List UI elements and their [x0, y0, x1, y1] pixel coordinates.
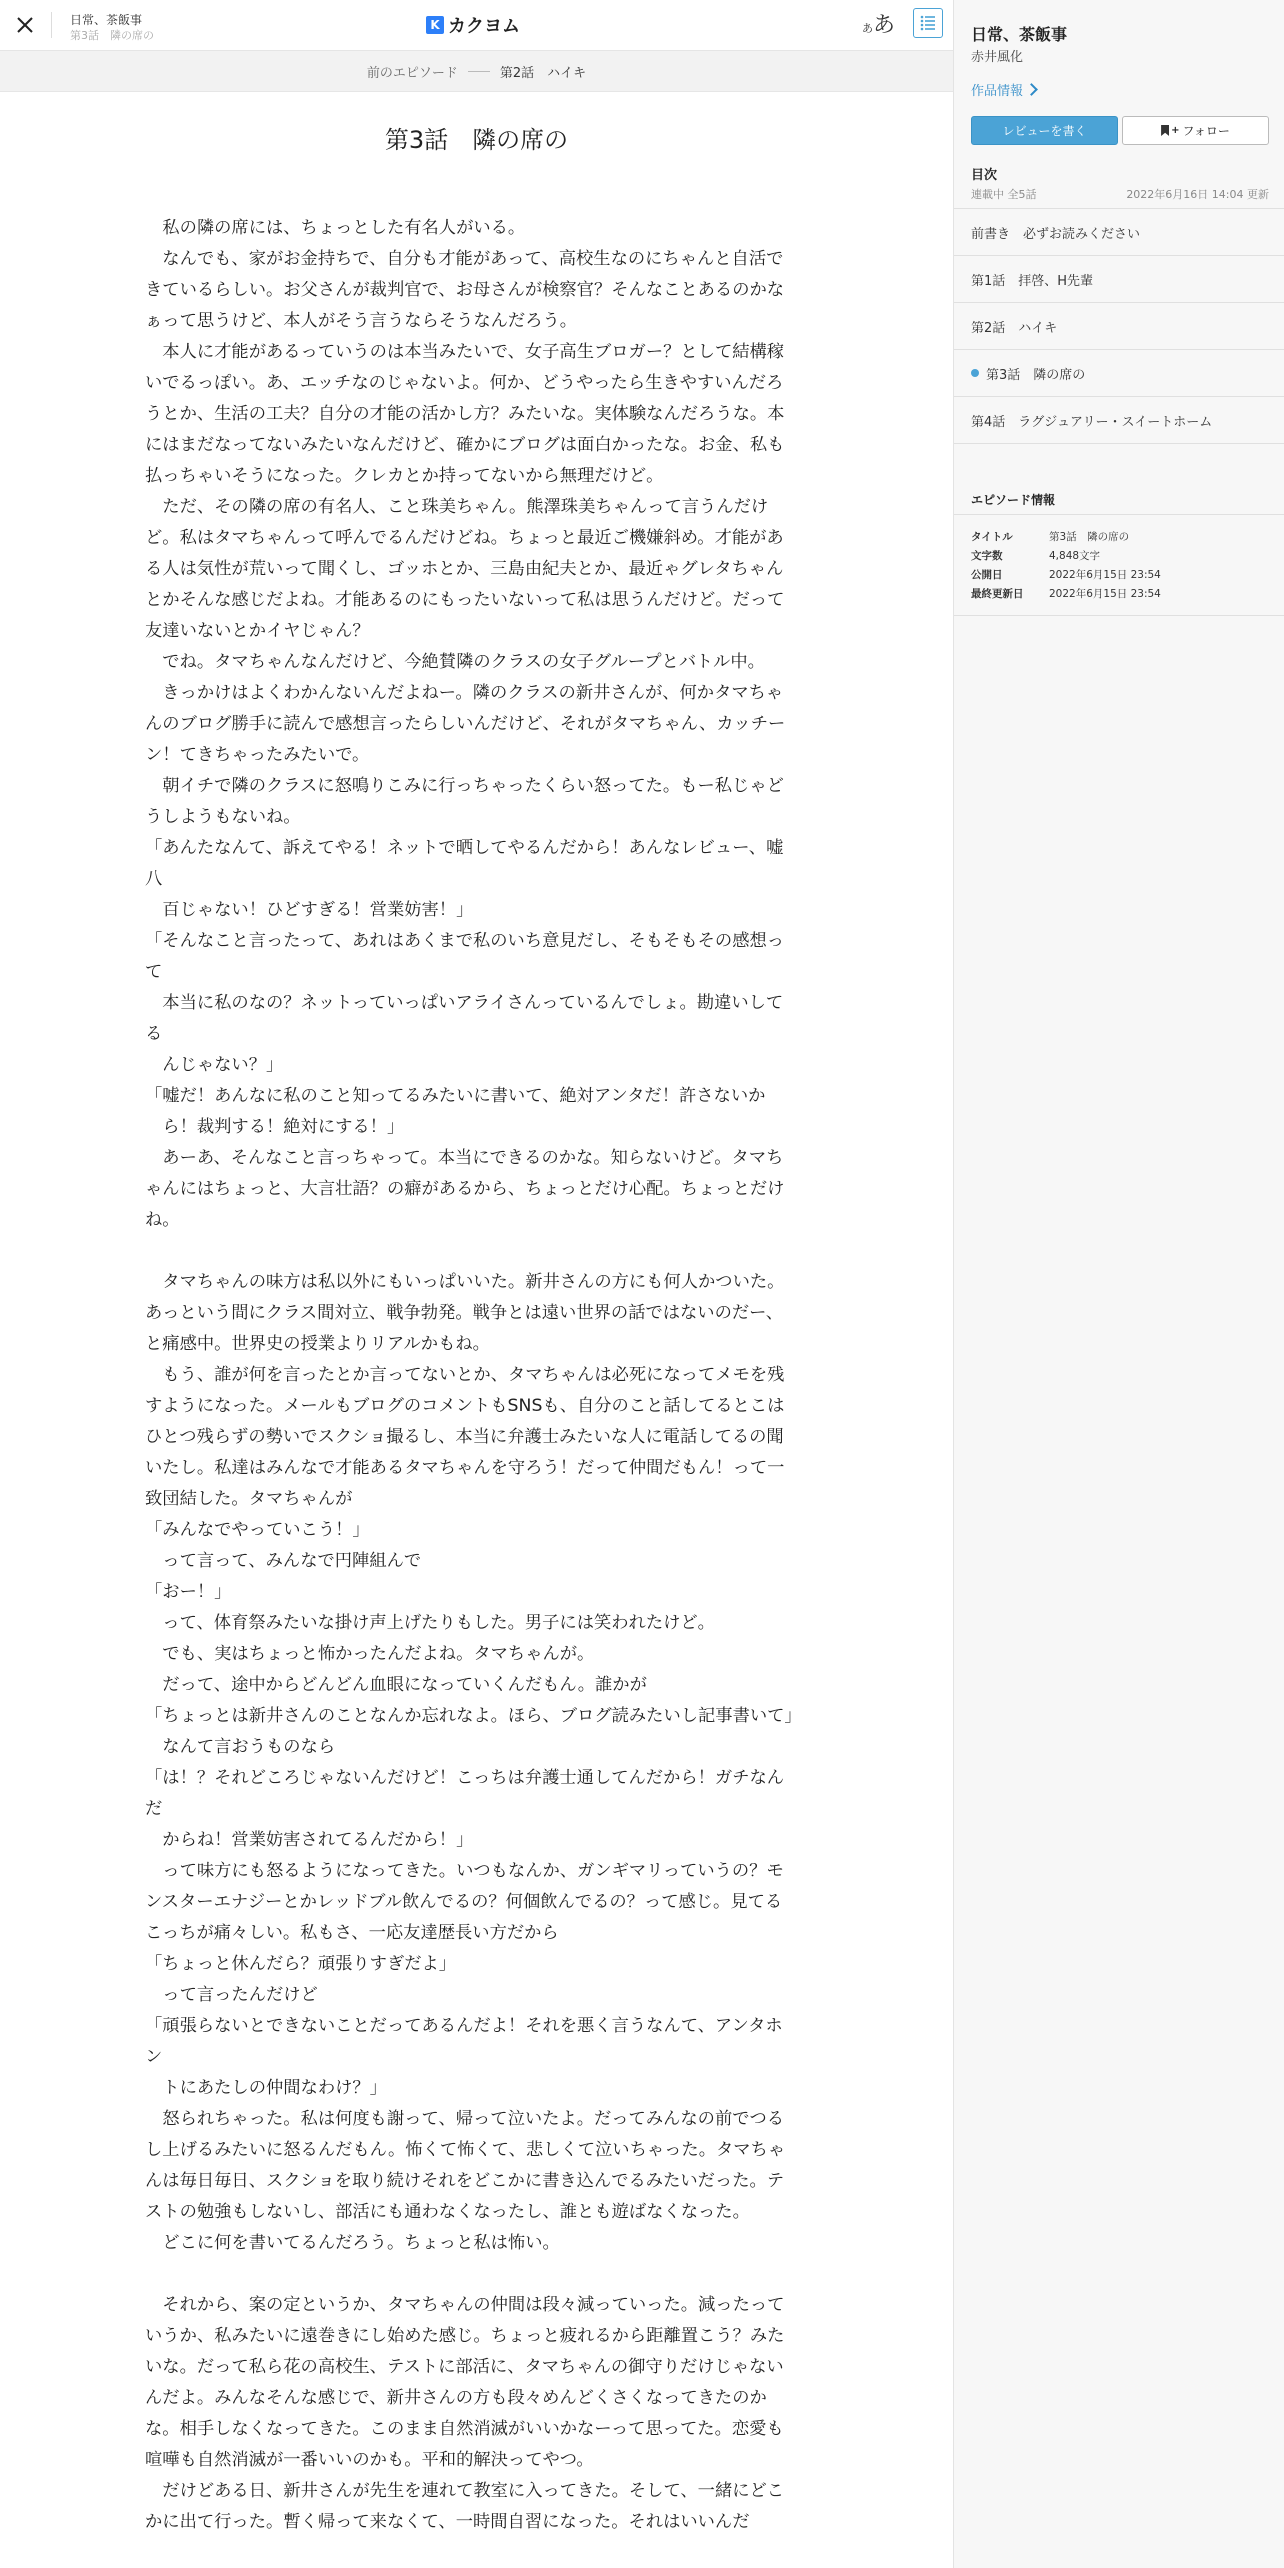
toc-item-label: 第3話 隣の席の [986, 367, 1086, 383]
toc-updated: 2022年6月16日 14:04 更新 [1126, 188, 1269, 201]
body-paragraph: トにあたしの仲間なわけ？」 [162, 2078, 387, 2098]
work-info-link[interactable] [971, 80, 1036, 99]
body-paragraph: 「ちょっと休んだら？頑張りすぎだよ」 [145, 1954, 457, 1974]
body-paragraph: って言ったんだけど [162, 1985, 318, 2005]
body-paragraph: 「ちょっとは新井さんのことなんか忘れなよ。ほら、ブログ読みたいし記事書いて」 [145, 1706, 802, 1726]
toc-item-label: 前書き 必ずお読みください [971, 226, 1141, 242]
toc-item-label: 第1話 拝啓、H先輩 [971, 273, 1094, 289]
episode-info-row [971, 529, 1161, 548]
body-paragraph: 怒られちゃった。私は何度も謝って、帰って泣いたよ。だってみんなの前でつるし上げるみたいに怒るんだもん。怖くて怖くて、悲しくて泣いちゃった。タマちゃんは毎日毎日、スクショを取り続けそれをどこかに書き込んでるみたいだった。テストの勉強もしないし、部活にも通わなくなったし、誰とも遊ばなくなった。 [145, 2109, 786, 2222]
body-paragraph: でね。タマちゃんなんだけど、今絶賛隣のクラスの女子グループとバトル中。 [162, 652, 765, 672]
body-paragraph: 本当に私のなの？ネットっていっぱいアライさんっているんでしょ。勘違いしてる [145, 993, 784, 1044]
body-paragraph: 本人に才能があるっていうのは本当みたいで、女子高生ブロガー？として結構稼いでるっぽい。あ、エッチなのじゃないよ。何か、どうやったら生きやすいんだろうとか、生活の工夫？自分の才能の活かし方？みたいな。実体験なんだろうな。本にはまだなってないみたいなんだけど、確かにブログは面白かったな。お金、私も払っちゃいそうになった。クレカとか持ってないから無理だけど。 [145, 342, 785, 486]
body-paragraph: 百じゃない！ひどすぎる！営業妨害！」 [162, 900, 474, 920]
episode-nav-separator [468, 71, 490, 72]
toc-item[interactable] [954, 256, 1284, 303]
header-divider [51, 12, 52, 38]
body-paragraph: タマちゃんの味方は私以外にもいっぱいいた。新井さんの方にも何人かついた。あっという間にクラス間対立、戦争勃発。戦争とは遠い世界の話ではないのだー、と痛感中。世界史の授業よりリアルかもね。 [145, 1272, 785, 1354]
panel-work-title[interactable]: 日常、茶飯事 [971, 25, 1068, 44]
episode-info-row [971, 548, 1161, 567]
episode-nav [0, 51, 953, 92]
episode-subtitle: 第3話 隣の席の [70, 29, 154, 42]
body-paragraph: だけどある日、新井さんが先生を連れて教室に入ってきた。そして、一緒にどこかに出て行った。暫く帰って来なくて、一時間自習になった。それはいいんだ [145, 2481, 785, 2532]
toc-item-current[interactable] [954, 350, 1284, 397]
bookmark-plus-icon [1161, 125, 1169, 136]
paragraph-gap [145, 1236, 795, 1267]
episode-info-value: 第3話 隣の席の [1049, 531, 1130, 543]
logo-text: カクヨム [448, 16, 520, 37]
chevron-right-icon [1025, 83, 1038, 96]
paragraph-gap [145, 2259, 795, 2290]
prev-episode-link[interactable]: 前のエピソード [366, 65, 458, 81]
episode-info-heading: エピソード情報 [971, 493, 1056, 507]
prev-episode-title[interactable]: 第2話 ハイキ [499, 65, 587, 81]
body-paragraph: からね！営業妨害されてるんだから！」 [162, 1830, 474, 1850]
toc-status: 連載中 全5話 [971, 188, 1037, 201]
body-paragraph: 「頑張らないとできないことだってあるんだよ！それを悪く言うなんて、アンタホン [145, 2016, 783, 2067]
episode-info-value: 2022年6月15日 23:54 [1049, 588, 1161, 600]
body-paragraph: 私の隣の席には、ちょっとした有名人がいる。 [162, 218, 526, 238]
work-title[interactable]: 日常、茶飯事 [70, 13, 143, 27]
current-episode-dot-icon [971, 369, 979, 377]
toc-toggle-button[interactable] [913, 8, 943, 38]
close-icon [10, 10, 40, 40]
body-paragraph: もう、誰が何を言ったとか言ってないとか、タマちゃんは必死になってメモを残すようになった。メールもブログのコメントもSNSも、自分のこと話してるとこはひとつ残らずの勢いでスクショ撮るし、本当に弁護士みたいな人に電話してるの聞いたし。私達はみんなで才能あるタマちゃんを守ろう！だって仲間だもん！って一致団結した。タマちゃんが [145, 1365, 785, 1509]
work-info-label: 作品情報 [971, 84, 1024, 99]
side-panel [953, 0, 1284, 2568]
episode-info-bottom-divider [954, 615, 1284, 616]
body-paragraph: どこに何を書いてるんだろう。ちょっと私は怖い。 [162, 2233, 560, 2253]
body-paragraph: 「嘘だ！あんなに私のこと知ってるみたいに書いて、絶対アンタだ！許さないから！裁判する！絶対にする！」 [145, 1086, 766, 1137]
toc-item[interactable] [954, 209, 1284, 256]
toc-item[interactable] [954, 397, 1284, 444]
toc-list [954, 208, 1284, 444]
episode-info-value: 2022年6月15日 23:54 [1049, 569, 1161, 581]
episode-info-value: 4,848文字 [1049, 550, 1101, 562]
body-paragraph: だって、途中からどんどん血眼になっていくんだもん。誰かが [162, 1675, 647, 1695]
body-paragraph: でも、実はちょっと怖かったんだよね。タマちゃんが。 [162, 1644, 595, 1664]
body-paragraph: 朝イチで隣のクラスに怒鳴りこみに行っちゃったくらい怒ってた。もー私じゃどうしようもないね。 [145, 776, 784, 827]
close-button[interactable] [10, 10, 40, 40]
body-paragraph: 「おー！」 [145, 1582, 232, 1602]
episode-info-key: 文字数 [971, 550, 1003, 562]
episode-info-divider [954, 514, 1284, 515]
follow-button[interactable] [1122, 116, 1269, 145]
font-size-icon-small: あ [862, 22, 873, 35]
font-size-button[interactable] [862, 8, 895, 39]
follow-label: フォロー [1182, 124, 1230, 138]
body-paragraph: それから、案の定というか、タマちゃんの仲間は段々減っていった。減ったっていうか、私みたいに遠巻きにし始めた感じ。ちょっと疲れるから距離置こう？みたいな。だって私ら花の高校生、テストに部活に、タマちゃんの御守りだけじゃないんだよ。みんなそんな感じで、新井さんの方も段々めんどくさくなってきたのかな。相手しなくなってきた。このまま自然消滅がいいかなーって思ってた。恋愛も喧嘩も自然消滅が一番いいのかも。平和的解決ってやつ。 [145, 2295, 785, 2470]
episode-body [145, 213, 802, 2538]
body-paragraph: 「そんなこと言ったって、あれはあくまで私のいち意見だし、そもそもその感想って [145, 931, 785, 982]
episode-info-table [971, 529, 1161, 605]
body-paragraph: んじゃない？」 [162, 1055, 284, 1075]
episode-info-key: 公開日 [971, 569, 1003, 581]
plus-icon: + [1171, 125, 1180, 136]
toc-item-label: 第4話 ラグジュアリー・スイートホーム [971, 414, 1213, 430]
episode-info-row [971, 586, 1161, 605]
toc-list-icon [914, 9, 942, 37]
body-paragraph: 「あんたなんて、訴えてやる！ネットで晒してやるんだから！あんなレビュー、嘘八 [145, 838, 784, 889]
episode-info-row [971, 567, 1161, 586]
body-paragraph: あーあ、そんなこと言っちゃって。本当にできるのかな。知らないけど。タマちゃんにはちょっと、大言壮語？の癖があるから、ちょっとだけ心配。ちょっとだけね。 [145, 1148, 785, 1230]
kakuyomu-logo[interactable] [426, 12, 520, 38]
write-review-button[interactable]: レビューを書く [971, 116, 1118, 145]
body-paragraph: なんでも、家がお金持ちで、自分も才能があって、高校生なのにちゃんと自活できているらしい。お父さんが裁判官で、お母さんが検察官？そんなことあるのかなぁって思うけど、本人がそう言うならそうなんだろう。 [145, 249, 785, 331]
episode-info-key: 最終更新日 [971, 588, 1024, 600]
logo-mark-icon: K [426, 16, 444, 34]
body-paragraph: ただ、その隣の席の有名人、こと珠美ちゃん。熊澤珠美ちゃんって言うんだけど。私はタマちゃんって呼んでるんだけどね。ちょっと最近ご機嫌斜め。才能がある人は気性が荒いって聞くし、ゴッホとか、三島由紀夫とか、最近ゃグレタちゃんとかそんな感じだよね。才能あるのにもったいないって私は思うんだけど。だって友達いないとかイヤじゃん？ [145, 497, 785, 641]
episode-title: 第3話 隣の席の [384, 126, 569, 154]
episode-info-key: タイトル [971, 531, 1013, 543]
font-size-icon-large: あ [873, 13, 896, 38]
toc-item[interactable] [954, 303, 1284, 350]
body-paragraph: って、体育祭みたいな掛け声上げたりもした。男子には笑われたけど。 [162, 1613, 715, 1633]
body-paragraph: 「みんなでやっていこう！」 [145, 1520, 370, 1540]
reader-header [0, 0, 953, 51]
toc-heading: 目次 [971, 168, 998, 183]
body-paragraph: って言って、みんなで円陣組んで [162, 1551, 422, 1571]
body-paragraph: きっかけはよくわかんないんだよねー。隣のクラスの新井さんが、何かタマちゃんのブログ勝手に読んで感想言ったらしいんだけど、それがタマちゃん、カッチーン！てきちゃったみたいで。 [145, 683, 786, 765]
toc-item-label: 第2話 ハイキ [971, 320, 1058, 336]
panel-author[interactable]: 赤井風化 [971, 50, 1024, 65]
body-paragraph: なんて言おうものなら [162, 1737, 336, 1757]
body-paragraph: って味方にも怒るようになってきた。いつもなんか、ガンギマリっていうの？モンスターエナジーとかレッドブル飲んでるの？何個飲んでるの？って感じ。見てるこっちが痛々しい。私もさ、一応友達歴長い方だから [145, 1861, 784, 1943]
body-paragraph: 「は！？それどころじゃないんだけど！こっちは弁護士通してんだから！ガチなんだ [145, 1768, 785, 1819]
